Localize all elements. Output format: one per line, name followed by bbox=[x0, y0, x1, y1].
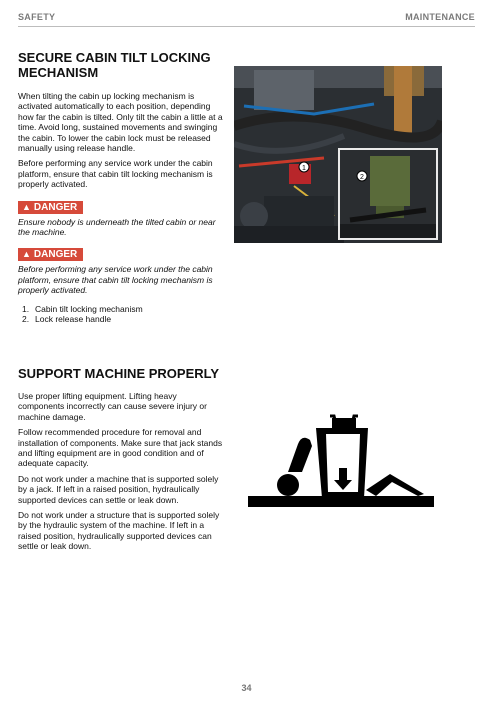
danger-label: DANGER bbox=[33, 201, 78, 213]
paragraph: Do not work under a machine that is supported solely by a jack. If left in a raised position, hydraulically supported devices can settle or leak down. bbox=[18, 473, 219, 505]
inset-illustration bbox=[340, 150, 436, 238]
lock-handle-inset-photo bbox=[338, 148, 438, 240]
section-title-cabin-tilt: SECURE CABIN TILT LOCKING MECHANISM bbox=[18, 50, 211, 80]
photo-callout-1: 1 bbox=[302, 165, 306, 172]
header-section-right: MAINTENANCE bbox=[405, 12, 475, 22]
header-section-left: SAFETY bbox=[18, 12, 56, 22]
section-body-support-machine bbox=[18, 391, 223, 557]
list-item bbox=[18, 314, 223, 324]
list-item-text: Lock release handle bbox=[35, 314, 112, 325]
warning-triangle-icon: ▲ bbox=[22, 201, 31, 212]
warning-triangle-icon: ▲ bbox=[22, 249, 31, 260]
paragraph: Follow recommended procedure for removal and installation of components. Make sure that jack stands and lifting equipment are in good condition and of adequate capacity. bbox=[18, 427, 223, 469]
crush-hazard-icon bbox=[240, 410, 440, 530]
cabin-tilt-mechanism-photo bbox=[234, 66, 442, 243]
danger-text: Ensure nobody is underneath the tilted cabin or near the machine. bbox=[18, 216, 216, 238]
crush-hazard-pictogram bbox=[240, 410, 440, 530]
list-item bbox=[18, 304, 223, 314]
paragraph: When tilting the cabin up locking mechanism is activated automatically to each position, depending how far the cabin is tilted. Only tilt the cabin a little at a time. Avoid long, sustained movements and swinging the cabin. To lower the cabin lock must be released manually using release handle. bbox=[18, 91, 223, 154]
danger-badge bbox=[18, 248, 83, 261]
list-item-number: 1. bbox=[22, 303, 30, 314]
list-item-number: 2. bbox=[22, 314, 30, 325]
danger-text: Before performing any service work under the cabin platform, ensure that cabin tilt locking mechanism is properly activated. bbox=[18, 264, 213, 296]
list-item-text: Cabin tilt locking mechanism bbox=[35, 303, 143, 314]
danger-label: DANGER bbox=[33, 249, 78, 261]
header-divider bbox=[18, 26, 475, 27]
photo-callout-2: 2 bbox=[360, 174, 364, 181]
page-number: 34 bbox=[241, 683, 252, 693]
danger-badge bbox=[18, 201, 83, 214]
section-title-support-machine: SUPPORT MACHINE PROPERLY bbox=[18, 366, 220, 381]
callout-list bbox=[18, 304, 223, 325]
paragraph: Before performing any service work under the cabin platform, ensure that cabin tilt locking mechanism is properly activated. bbox=[18, 158, 213, 190]
paragraph: Use proper lifting equipment. Lifting heavy components incorrectly can cause severe injury or machine damage. bbox=[18, 391, 207, 422]
page-header bbox=[18, 8, 475, 26]
paragraph: Do not work under a structure that is supported solely by the hydraulic system of the machine. If left in a raised position, hydraulically supported devices can settle or leak down. bbox=[18, 510, 220, 552]
section-body-cabin-tilt bbox=[18, 91, 223, 325]
